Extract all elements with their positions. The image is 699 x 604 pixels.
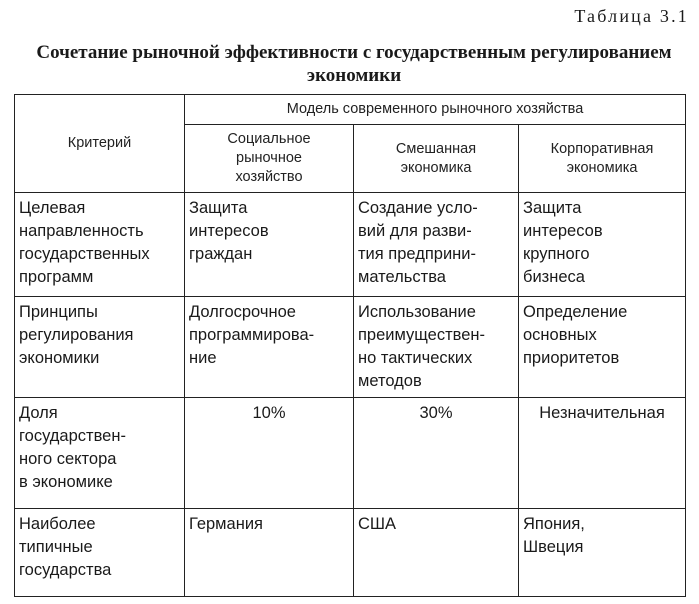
- cell-mixed-economy: [354, 398, 519, 509]
- cell-line: мательства: [358, 268, 446, 286]
- table-row: [15, 193, 686, 297]
- table-number: Таблица 3.1: [574, 6, 689, 26]
- comparison-table: [14, 94, 686, 597]
- header-line: хозяйство: [235, 169, 303, 185]
- cell-social-market: [185, 398, 354, 509]
- cell-line: программ: [19, 268, 94, 286]
- table-row: [15, 297, 686, 398]
- cell-line: тия предприни-: [358, 245, 476, 263]
- cell-line: вий для разви-: [358, 222, 472, 240]
- cell-line: США: [358, 515, 397, 533]
- cell-line: крупного: [523, 245, 590, 263]
- cell-line: преимуществен-: [358, 326, 486, 344]
- cell-line: Германия: [189, 515, 263, 533]
- cell-corporate-economy: [519, 398, 686, 509]
- cell-social-market: [185, 193, 354, 297]
- header-line: Социальное: [227, 131, 311, 147]
- cell-line: Целевая: [19, 199, 86, 217]
- table-row: [15, 509, 686, 597]
- header-corporate-economy: [519, 125, 686, 193]
- header-line: Корпоративная: [550, 140, 654, 157]
- header-row-top: [15, 95, 686, 125]
- cell-corporate-economy: [519, 193, 686, 297]
- cell-criterion: [15, 297, 185, 398]
- cell-line: государства: [19, 561, 112, 579]
- header-criterion: Критерий: [15, 95, 185, 193]
- cell-line: Доля: [19, 404, 58, 422]
- header-line: рыночное: [236, 150, 302, 166]
- cell-line: государствен-: [19, 427, 126, 445]
- cell-line: ние: [189, 349, 217, 367]
- header-model-group: Модель современного рыночного хозяйства: [185, 95, 686, 125]
- table-title: [14, 41, 694, 87]
- cell-line: программирова-: [189, 326, 315, 344]
- cell-line: Наиболее: [19, 515, 96, 533]
- cell-mixed-economy: [354, 297, 519, 398]
- cell-line: интересов: [189, 222, 269, 240]
- cell-line: Определение: [523, 303, 628, 321]
- cell-mixed-economy: [354, 509, 519, 597]
- cell-corporate-economy: [519, 297, 686, 398]
- cell-line: экономики: [19, 349, 100, 367]
- cell-line: основных: [523, 326, 597, 344]
- cell-criterion: [15, 398, 185, 509]
- header-mixed-economy: [354, 125, 519, 193]
- cell-line: Долгосрочное: [189, 303, 296, 321]
- cell-social-market: [185, 297, 354, 398]
- cell-line: Использование: [358, 303, 476, 321]
- cell-corporate-economy: [519, 509, 686, 597]
- cell-line: Незначительная: [539, 404, 665, 422]
- cell-social-market: [185, 509, 354, 597]
- cell-line: 30%: [419, 404, 453, 422]
- cell-line: регулирования: [19, 326, 134, 344]
- cell-mixed-economy: [354, 193, 519, 297]
- cell-line: бизнеса: [523, 268, 585, 286]
- cell-line: Принципы: [19, 303, 98, 321]
- cell-line: приоритетов: [523, 349, 620, 367]
- title-line-1: Сочетание рыночной эффективности с государственным регулированием: [36, 42, 672, 63]
- cell-line: но тактических: [358, 349, 473, 367]
- cell-line: 10%: [252, 404, 286, 422]
- cell-line: Япония,: [523, 515, 585, 533]
- cell-criterion: [15, 193, 185, 297]
- cell-line: типичные: [19, 538, 93, 556]
- cell-line: ного сектора: [19, 450, 117, 468]
- cell-line: Швеция: [523, 538, 584, 556]
- header-line: экономика: [566, 159, 638, 176]
- cell-line: Защита: [523, 199, 582, 217]
- cell-line: граждан: [189, 245, 253, 263]
- cell-line: государственных: [19, 245, 150, 263]
- cell-line: методов: [358, 372, 422, 390]
- header-line: экономика: [400, 159, 472, 176]
- header-line: Смешанная: [395, 140, 477, 157]
- cell-line: направленность: [19, 222, 144, 240]
- table-row: [15, 398, 686, 509]
- cell-line: Защита: [189, 199, 248, 217]
- cell-line: в экономике: [19, 473, 113, 491]
- header-social-market: [185, 125, 354, 193]
- title-line-2: экономики: [306, 65, 402, 86]
- cell-criterion: [15, 509, 185, 597]
- cell-line: интересов: [523, 222, 603, 240]
- cell-line: Создание усло-: [358, 199, 478, 217]
